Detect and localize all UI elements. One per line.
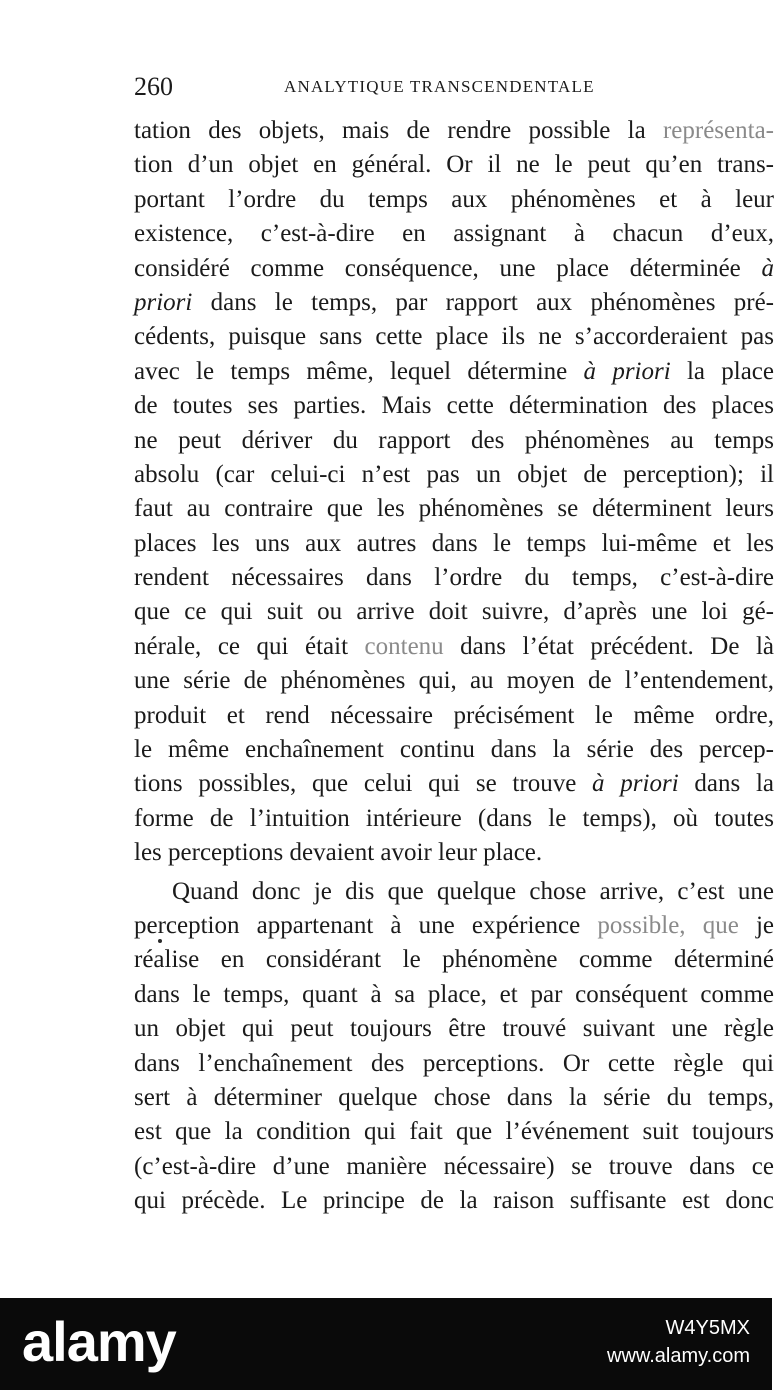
text-line — [134, 148, 774, 182]
body-text — [134, 114, 774, 1219]
text-segment: que ce qui suit ou arrive doit suivre, d’après une loi gé- — [134, 598, 774, 626]
text-line — [134, 836, 774, 870]
text-line — [134, 630, 774, 664]
text-segment: représenta- — [662, 117, 774, 144]
text-segment: de toutes ses parties. Mais cette détermination des places — [134, 392, 774, 420]
text-line — [134, 767, 774, 801]
text-segment: rendent nécessaires dans l’ordre du temps, c’est-à-dire — [134, 564, 774, 592]
text-line — [134, 1047, 774, 1081]
text-segment: considéré comme conséquence, une place déterminée — [134, 254, 762, 282]
text-line — [134, 943, 774, 977]
text-line — [134, 1081, 774, 1115]
text-segment: dans le temps, quant à sa place, et par conséquent comme — [134, 980, 774, 1008]
text-segment: perception appartenant à une expérience — [134, 911, 598, 939]
text-line — [134, 664, 774, 698]
text-segment: tation des objets, mais de rendre possible la — [134, 117, 663, 144]
text-segment: places les uns aux autres dans le temps lui-même et les — [134, 529, 774, 557]
text-line — [134, 320, 774, 354]
text-segment: priori — [134, 288, 193, 316]
text-line — [134, 458, 774, 492]
text-segment: forme de l’intuition intérieure (dans le temps), où toutes — [134, 804, 774, 832]
page-number: 260 — [134, 72, 173, 101]
text-segment: avec le temps même, lequel détermine — [134, 357, 584, 385]
text-segment: réalise en considérant le phénomène comme déterminé — [134, 946, 774, 974]
text-line — [134, 389, 774, 423]
page-header — [134, 72, 774, 106]
text-line — [134, 802, 774, 836]
text-segment: sert à déterminer quelque chose dans la série du temps, — [134, 1083, 774, 1111]
text-segment: à — [761, 254, 774, 282]
text-segment: la place — [670, 357, 774, 385]
text-segment: une série de phénomènes qui, au moyen de l’entendement, — [134, 667, 774, 695]
text-line — [134, 699, 774, 733]
text-line — [134, 183, 774, 217]
alamy-logo: alamy — [22, 1310, 176, 1373]
text-segment: produit et rend nécessaire précisément le même ordre, — [134, 701, 774, 729]
text-segment: tions possibles, que celui qui se trouve — [134, 770, 593, 798]
text-segment: faut au contraire que les phénomènes se déterminent leurs — [134, 495, 774, 523]
text-line — [134, 1184, 774, 1218]
text-segment: à priori — [592, 770, 679, 798]
ink-speck — [158, 939, 162, 943]
text-line — [134, 595, 774, 629]
text-segment: à priori — [583, 357, 671, 385]
text-segment: possible, que — [597, 911, 739, 939]
text-line — [134, 286, 774, 320]
text-line — [134, 217, 774, 251]
text-segment: dans le temps, par rapport aux phénomènes pré- — [192, 288, 774, 316]
text-segment: Quand donc je dis que quelque chose arrive, c’est une — [172, 877, 774, 905]
text-segment: le même enchaînement continu dans la série des percep- — [134, 736, 774, 764]
watermark-footer — [0, 1298, 772, 1390]
text-segment: je — [738, 911, 774, 939]
text-segment: les perceptions devaient avoir leur place. — [134, 839, 543, 867]
running-head: ANALYTIQUE TRANSCENDENTALE — [284, 77, 595, 96]
text-line — [134, 561, 774, 595]
text-segment: dans l’état précédent. De là — [443, 632, 774, 660]
text-segment: est que la condition qui fait que l’événement suit toujours — [134, 1118, 774, 1146]
text-line — [134, 114, 774, 148]
text-segment: portant l’ordre du temps aux phénomènes et à leur — [134, 185, 774, 213]
image-id: W4Y5MX — [665, 1317, 750, 1339]
text-segment: dans la — [678, 770, 774, 798]
text-line — [134, 1115, 774, 1149]
text-line — [134, 978, 774, 1012]
text-segment: un objet qui peut toujours être trouvé suivant une règle — [134, 1015, 774, 1043]
text-segment: qui précède. Le principe de la raison suffisante est donc — [134, 1187, 774, 1215]
text-line — [134, 252, 774, 286]
text-line — [134, 733, 774, 767]
text-line — [134, 1012, 774, 1046]
text-line — [134, 424, 774, 458]
text-segment: absolu (car celui-ci n’est pas un objet de perception); il — [134, 460, 774, 488]
website-url: www.alamy.com — [607, 1345, 750, 1367]
text-segment: (c’est-à-dire d’une manière nécessaire) se trouve dans ce — [134, 1152, 774, 1180]
text-line — [134, 909, 774, 943]
text-segment: cédents, puisque sans cette place ils ne s’accorderaient pas — [134, 323, 774, 351]
text-segment: ne peut dériver du rapport des phénomènes au temps — [134, 426, 774, 454]
text-segment: tion d’un objet en général. Or il ne le peut qu’en trans- — [134, 151, 774, 179]
text-line — [134, 1150, 774, 1184]
text-line — [134, 355, 774, 389]
text-segment: nérale, ce qui était — [134, 632, 365, 660]
text-segment: existence, c’est-à-dire en assignant à chacun d’eux, — [134, 220, 774, 248]
text-line — [134, 875, 774, 909]
text-segment: dans l’enchaînement des perceptions. Or cette règle qui — [134, 1049, 774, 1077]
text-segment: contenu — [364, 632, 444, 660]
text-line — [134, 492, 774, 526]
text-line — [134, 527, 774, 561]
